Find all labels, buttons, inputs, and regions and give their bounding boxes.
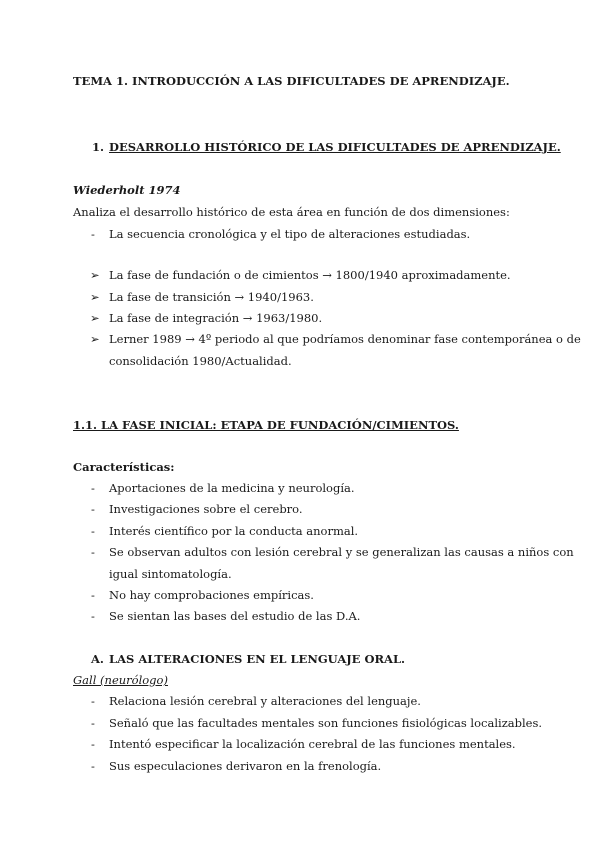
gall-label: Gall (neurólogo)	[73, 673, 168, 687]
wiederholt-intro: Analiza el desarrollo histórico de esta área en función de dos dimensiones:	[73, 205, 510, 219]
list-item	[91, 227, 471, 241]
dash-marker: -	[91, 524, 95, 538]
section-a-number: A.	[91, 652, 104, 666]
list-item	[91, 694, 421, 708]
list-item-text: Sus especulaciones derivaron en la frenología.	[109, 759, 382, 773]
arrow-bullet-icon: ➢	[90, 311, 100, 325]
arrow-bullet-icon: ➢	[90, 268, 100, 282]
dash-marker: -	[91, 716, 95, 730]
section-1-heading	[92, 140, 561, 154]
list-item-text: Se observan adultos con lesión cerebral y se generalizan las causas a niños con	[109, 545, 574, 559]
section-1-number: 1.	[92, 140, 105, 154]
list-item	[91, 716, 543, 730]
list-item-text: Investigaciones sobre el cerebro.	[109, 502, 303, 516]
dash-marker: -	[91, 227, 95, 241]
phase-text: La fase de fundación o de cimientos → 1800/1940 aproximadamente.	[109, 268, 511, 282]
list-item	[91, 737, 516, 751]
phase-item	[90, 332, 581, 346]
arrow-bullet-icon: ➢	[90, 290, 100, 304]
dash-marker: -	[91, 588, 95, 602]
phase-item	[90, 311, 323, 325]
dash-marker: -	[91, 737, 95, 751]
phase-text: La fase de transición → 1940/1963.	[109, 290, 314, 304]
section-1-1-heading: 1.1. LA FASE INICIAL: ETAPA DE FUNDACIÓN/CIMIENTOS.	[73, 418, 459, 432]
section-a-title: LAS ALTERACIONES EN EL LENGUAJE ORAL.	[109, 652, 406, 666]
caracteristicas-label: Características:	[73, 460, 175, 474]
list-item	[91, 502, 303, 516]
dash-marker: -	[91, 694, 95, 708]
list-item	[91, 545, 574, 559]
phase-item	[90, 268, 511, 282]
list-item-text: No hay comprobaciones empíricas.	[109, 588, 314, 602]
phase-text: Lerner 1989 → 4º periodo al que podríamos denominar fase contemporánea o de	[109, 332, 581, 346]
dash-marker: -	[91, 759, 95, 773]
list-item	[91, 588, 314, 602]
list-item	[91, 609, 361, 623]
wiederholt-label: Wiederholt 1974	[73, 183, 181, 197]
document-title: TEMA 1. INTRODUCCIÓN A LAS DIFICULTADES DE APRENDIZAJE.	[73, 74, 510, 88]
list-item-text: Señaló que las facultades mentales son funciones fisiológicas localizables.	[109, 716, 543, 730]
list-item-text: Relaciona lesión cerebral y alteraciones del lenguaje.	[109, 694, 421, 708]
list-item-text: La secuencia cronológica y el tipo de alteraciones estudiadas.	[109, 227, 471, 241]
section-1-title: DESARROLLO HISTÓRICO DE LAS DIFICULTADES DE APRENDIZAJE.	[109, 140, 561, 154]
dash-marker: -	[91, 481, 95, 495]
list-item-text: Interés científico por la conducta anormal.	[109, 524, 359, 538]
section-a-heading	[91, 652, 405, 666]
dash-marker: -	[91, 502, 95, 516]
list-item	[91, 524, 359, 538]
dash-marker: -	[91, 609, 95, 623]
arrow-bullet-icon: ➢	[90, 332, 100, 346]
list-item	[91, 481, 355, 495]
list-item-text: Aportaciones de la medicina y neurología.	[109, 481, 355, 495]
list-item-continuation: igual sintomatología.	[109, 567, 232, 581]
list-item-text: Se sientan las bases del estudio de las D.A.	[109, 609, 361, 623]
phase-continuation: consolidación 1980/Actualidad.	[109, 354, 292, 368]
phase-item	[90, 290, 314, 304]
list-item-text: Intentó especificar la localización cerebral de las funciones mentales.	[109, 737, 516, 751]
dash-marker: -	[91, 545, 95, 559]
phase-text: La fase de integración → 1963/1980.	[109, 311, 323, 325]
list-item	[91, 759, 382, 773]
